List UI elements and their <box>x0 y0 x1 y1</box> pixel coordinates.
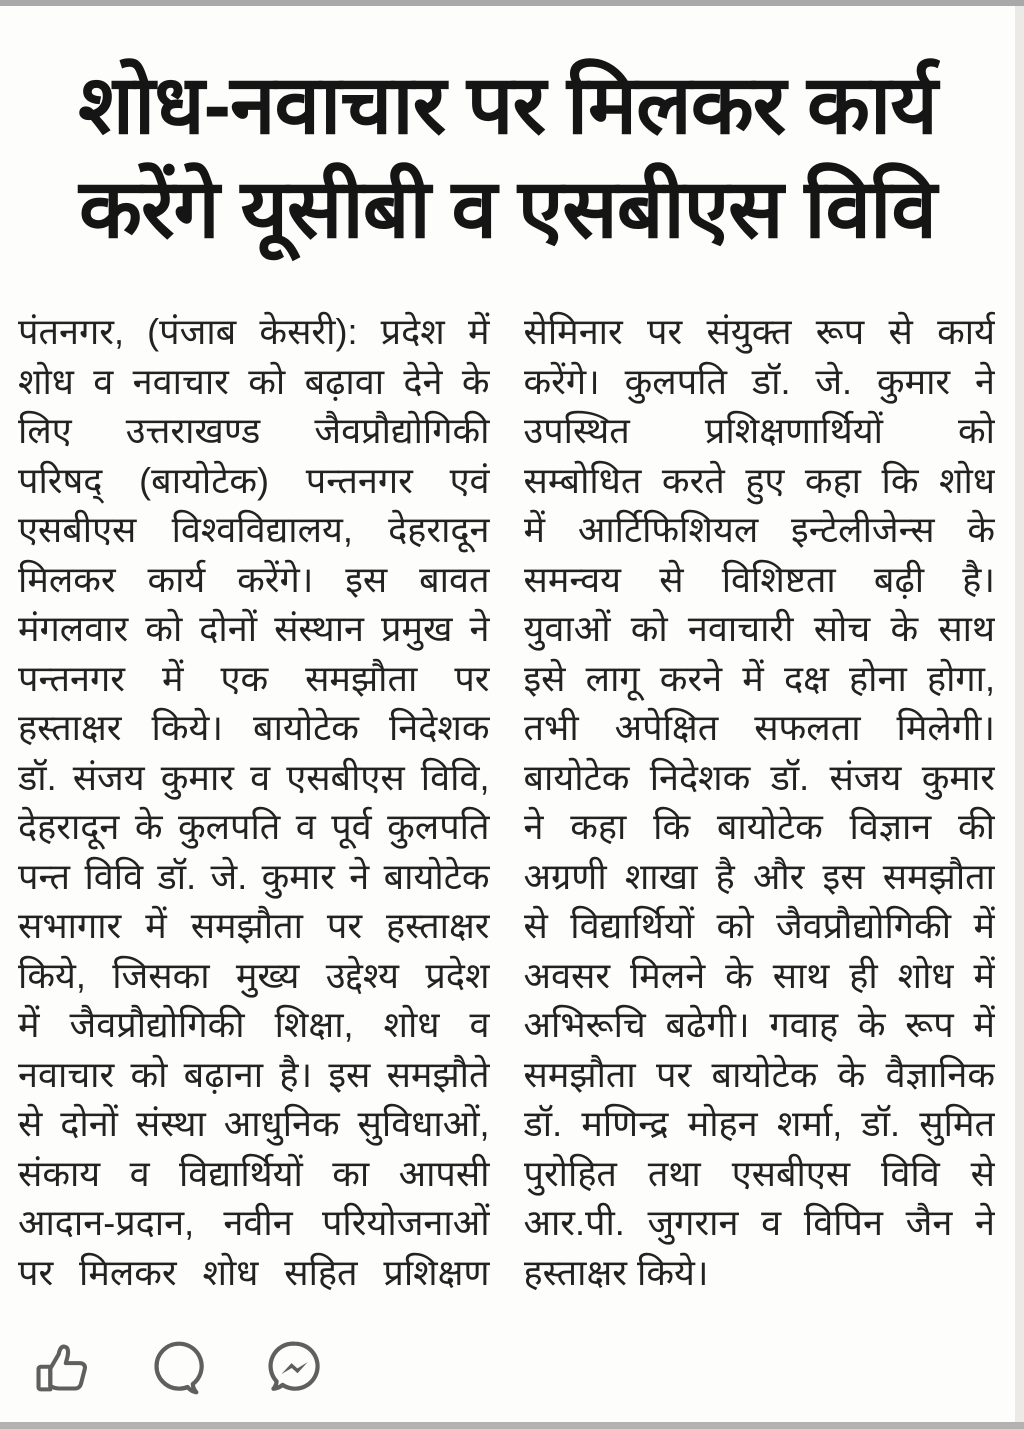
article-line: सभागार में समझौता पर हस्ताक्षर <box>18 905 490 946</box>
comment-icon <box>149 1338 209 1400</box>
article-line: से विद्यार्थियों को जैवप्रौद्योगिकी में <box>523 905 995 946</box>
social-actions-row <box>34 1338 324 1400</box>
article-line: पुरोहित तथा एसबीएस विवि से <box>523 1152 995 1194</box>
article-column-right <box>524 307 996 1297</box>
article-body <box>0 307 1015 1297</box>
article-line: संकाय व विद्यार्थियों का आपसी <box>18 1152 490 1194</box>
like-button[interactable] <box>34 1338 92 1400</box>
article-line: में जैवप्रौद्योगिकी शिक्षा, शोध व <box>18 1004 490 1045</box>
headline-line-1: शोध-नवाचार पर मिलकर कार्य <box>78 60 937 151</box>
article-line: करेंगे। कुलपति डॉ. जे. कुमार ने <box>523 360 995 402</box>
article-line: शोध व नवाचार को बढ़ावा देने के <box>18 360 490 402</box>
messenger-share-button[interactable] <box>266 1338 324 1400</box>
article-line: में आर्टिफिशियल इन्टेलीजेन्स के <box>523 509 995 550</box>
article-line: सम्बोधित करते हुए कहा कि शोध <box>523 459 995 501</box>
article-line: अवसर मिलने के साथ ही शोध में <box>523 954 995 996</box>
article-line: डॉ. संजय कुमार व एसबीएस विवि, <box>18 756 490 798</box>
article-line: हस्ताक्षर किये। बायोटेक निदेशक <box>18 707 490 748</box>
article-line: डॉ. मणिन्द्र मोहन शर्मा, डॉ. सुमित <box>523 1103 995 1144</box>
article-line: समझौता पर बायोटेक के वैज्ञानिक <box>523 1053 995 1095</box>
article-line: पन्त विवि डॉ. जे. कुमार ने बायोटेक <box>18 855 490 897</box>
article-line: से दोनों संस्था आधुनिक सुविधाओं, <box>18 1103 490 1144</box>
like-icon <box>34 1338 92 1400</box>
article-line: युवाओं को नवाचारी सोच के साथ <box>523 608 995 649</box>
article-line: लिए उत्तराखण्ड जैवप्रौद्योगिकी <box>18 410 490 451</box>
article-line: आदान-प्रदान, नवीन परियोजनाओं <box>18 1202 490 1243</box>
article-line: अग्रणी शाखा है और इस समझौता <box>523 855 995 897</box>
comment-button[interactable] <box>150 1338 208 1400</box>
article-line: सेमिनार पर संयुक्त रूप से कार्य <box>523 311 995 352</box>
headline <box>18 54 997 269</box>
article-column-left <box>18 307 490 1297</box>
article-line: किये, जिसका मुख्य उद्देश्य प्रदेश <box>18 954 490 996</box>
article-line: ने कहा कि बायोटेक विज्ञान की <box>523 806 995 847</box>
page-right-edge-strip <box>1015 6 1024 1422</box>
article-line: देहरादून के कुलपति व पूर्व कुलपति <box>18 806 490 847</box>
article-line: मिलकर कार्य करेंगे। इस बावत <box>18 558 490 600</box>
headline-line-2: करेंगे यूसीबी व एसबीएस विवि <box>79 164 936 255</box>
article-line: इसे लागू करने में दक्ष होना होगा, <box>523 657 995 699</box>
article-line: अभिरूचि बढेगी। गवाह के रूप में <box>523 1004 995 1045</box>
article-line: पर मिलकर शोध सहित प्रशिक्षण <box>18 1251 490 1293</box>
window-bottom-edge-bar <box>0 1422 1024 1429</box>
messenger-share-icon <box>265 1338 325 1400</box>
article-line: समन्वय से विशिष्टता बढ़ी है। <box>523 558 995 600</box>
article-line: नवाचार को बढ़ाना है। इस समझौते <box>18 1053 490 1095</box>
newspaper-clipping <box>0 6 1015 1422</box>
article-line: तभी अपेक्षित सफलता मिलेगी। <box>523 707 995 748</box>
article-line: आर.पी. जुगरान व विपिन जैन ने <box>523 1202 995 1243</box>
article-line: पंतनगर, (पंजाब केसरी): प्रदेश में <box>18 311 490 352</box>
article-line: उपस्थित प्रशिक्षणार्थियों को <box>523 410 995 451</box>
article-line: मंगलवार को दोनों संस्थान प्रमुख ने <box>18 608 490 649</box>
article-line: एसबीएस विश्वविद्यालय, देहरादून <box>18 509 490 550</box>
article-line: हस्ताक्षर किये। <box>523 1251 709 1293</box>
article-line: परिषद् (बायोटेक) पन्तनगर एवं <box>18 459 490 501</box>
article-line: बायोटेक निदेशक डॉ. संजय कुमार <box>523 756 995 798</box>
article-line: पन्तनगर में एक समझौता पर <box>18 657 490 699</box>
